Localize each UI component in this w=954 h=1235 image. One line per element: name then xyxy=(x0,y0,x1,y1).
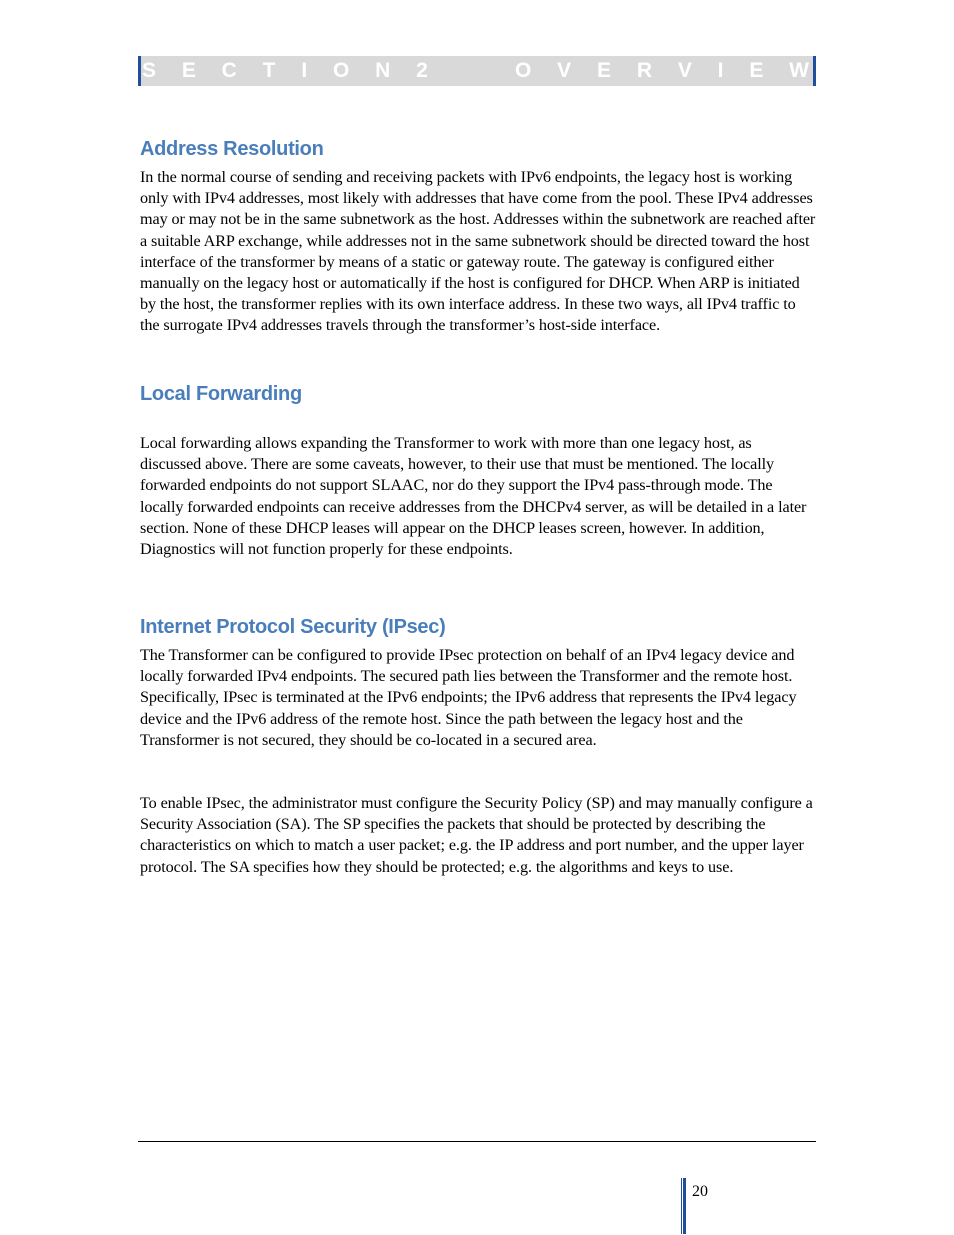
page-number-bar xyxy=(683,1178,686,1234)
footer-rule xyxy=(138,1141,816,1142)
paragraph-ipsec-intro: The Transformer can be configured to provide IPsec protection on behalf of an IPv4 legacy device and locally forwarded IPv4 endpoints. The secured path lies between the Transformer and the remote host. Specifically, IPsec is terminated at the IPv6 endpoints; the IPv6 address that represents the IPv4 legacy device and the IPv6 address of the remote host. Since the path between the legacy host and the Transformer is not secured, they should be co-located in a secured area. xyxy=(140,646,797,749)
page-number-bar-thin xyxy=(681,1178,682,1234)
paragraph-local-forwarding: Local forwarding allows expanding the Transformer to work with more than one legacy host, as discussed above. There are some caveats, however, to their use that must be mentioned. The locally forwarded endpoints do not support SLAAC, nor do they support the IPv4 pass-through mode. The locally forwarded endpoints can receive addresses from the DHCPv4 server, as will be detailed in a later section. None of these DHCP leases will appear on the DHCP leases screen, however. In addition, Diagnostics will not function properly for these endpoints. xyxy=(140,434,807,559)
section-title: O V E R V I E W xyxy=(514,59,819,82)
paragraph-address-resolution: In the normal course of sending and receiving packets with IPv6 endpoints, the legacy host is working only with IPv4 addresses, most likely with addresses that have come from the pool. These IPv4 addresses may or may not be in the same subnetwork as the host. Addresses within the subnetwork are reached after a suitable ARP exchange, while addresses not in the same subnetwork should be directed toward the host interface of the transformer by means of a static or gateway route. The gateway is configured either manually on the legacy host or automatically if the host is configured for DHCP. When ARP is initiated by the host, the transformer replies with its own interface address. In these two ways, all IPv4 traffic to the surrogate IPv4 addresses travels through the transformer’s host-side interface. xyxy=(140,168,816,335)
heading-address-resolution: Address Resolution xyxy=(140,138,324,160)
paragraph-ipsec-enable: To enable IPsec, the administrator must configure the Security Policy (SP) and may manually configure a Security Association (SA). The SP specifies the packets that should be protected by describing the characteristics on which to match a user packet; e.g. the IP address and port number, and the upper layer protocol. The SA specifies how they should be protected; e.g. the algorithms and keys to use. xyxy=(140,794,813,876)
heading-local-forwarding: Local Forwarding xyxy=(140,383,302,405)
section-header-bar xyxy=(138,56,819,86)
heading-ipsec: Internet Protocol Security (IPsec) xyxy=(140,616,446,638)
page-number: 20 xyxy=(692,1183,708,1200)
section-label: S E C T I O N 2 xyxy=(142,59,438,82)
